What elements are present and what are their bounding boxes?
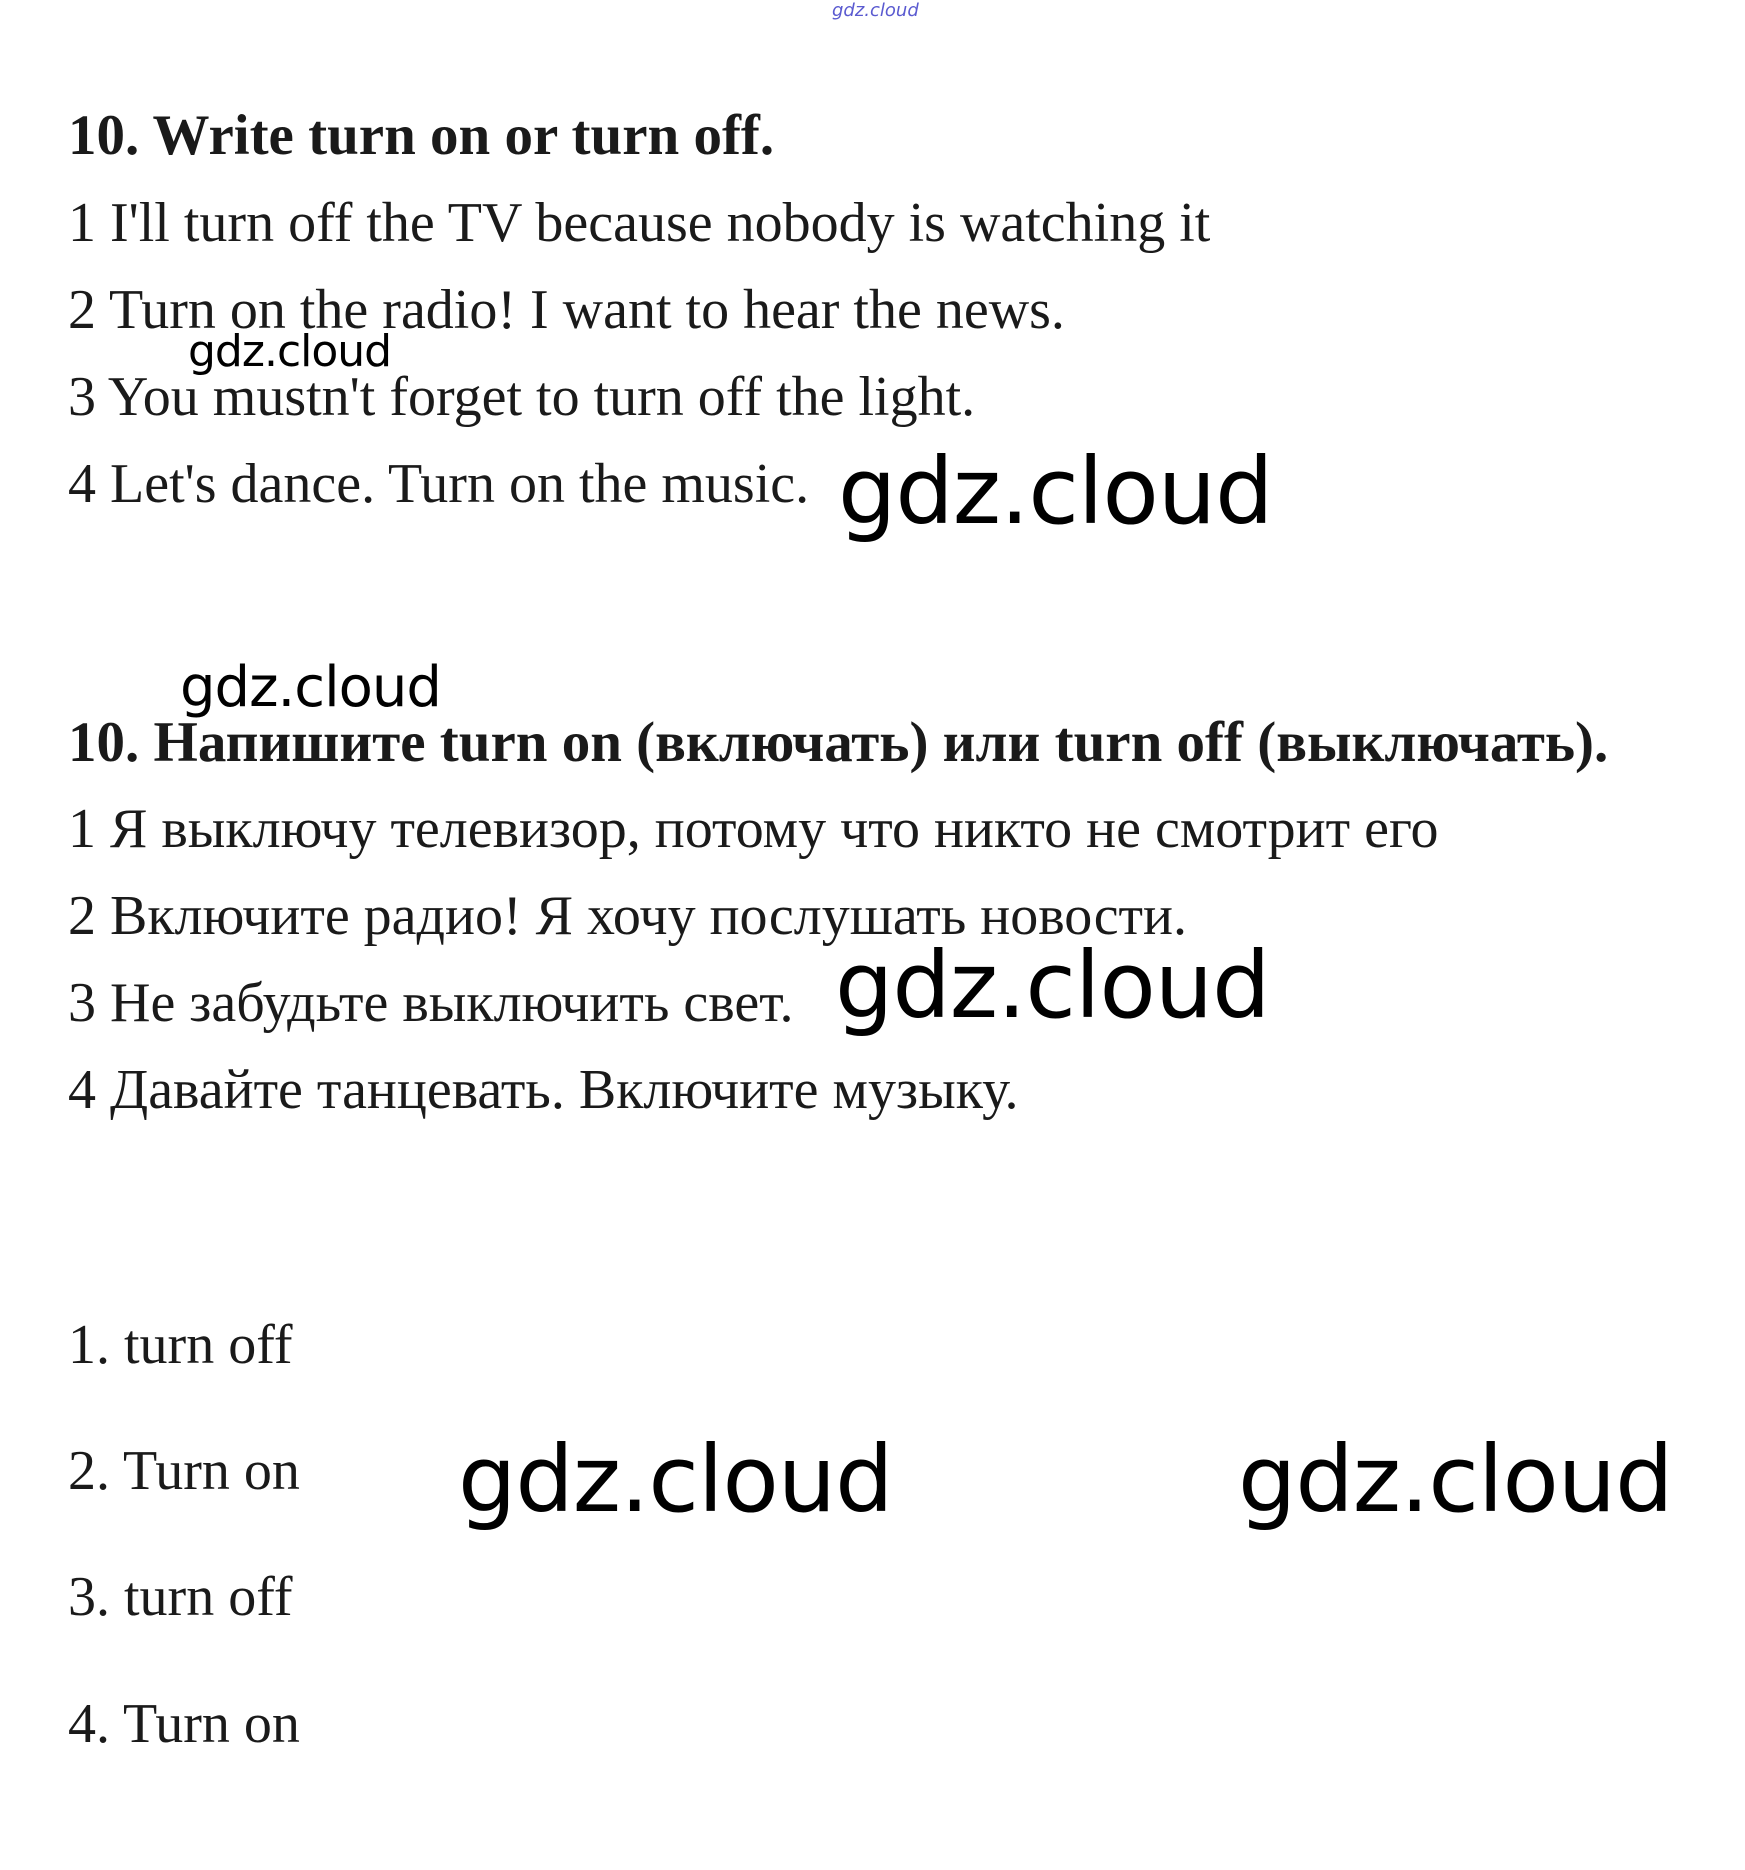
exercise-en-line-1: 1 I'll turn off the TV because nobody is watching it	[68, 192, 1211, 254]
watermark-5: gdz.cloud	[458, 1426, 893, 1533]
watermark-1: gdz.cloud	[188, 326, 392, 377]
exercise-ru-heading: 10. Напишите turn on (включать) или turn off (выключать).	[68, 711, 1609, 774]
exercise-en-heading: 10. Write turn on or turn off.	[68, 104, 775, 167]
exercise-ru-line-1: 1 Я выключу телевизор, потому что никто не смотрит его	[68, 798, 1439, 860]
answer-2: 2. Turn on	[68, 1440, 300, 1502]
exercise-ru-line-3: 3 Не забудьте выключить свет.	[68, 972, 794, 1034]
watermark-4: gdz.cloud	[835, 932, 1270, 1039]
exercise-ru-line-4: 4 Давайте танцевать. Включите музыку.	[68, 1059, 1019, 1121]
answer-4: 4. Turn on	[68, 1693, 300, 1755]
watermark-3: gdz.cloud	[180, 655, 441, 720]
watermark-6: gdz.cloud	[1238, 1426, 1673, 1533]
answer-1: 1. turn off	[68, 1314, 293, 1376]
exercise-en-line-3: 3 You mustn't forget to turn off the light.	[68, 366, 976, 428]
exercise-en-line-2: 2 Turn on the radio! I want to hear the news.	[68, 279, 1065, 341]
answer-3: 3. turn off	[68, 1566, 293, 1628]
watermark-top: gdz.cloud	[832, 0, 919, 21]
exercise-en-line-4: 4 Let's dance. Turn on the music.	[68, 453, 810, 515]
exercise-ru-line-2: 2 Включите радио! Я хочу послушать новости.	[68, 885, 1187, 947]
watermark-2: gdz.cloud	[838, 438, 1273, 545]
